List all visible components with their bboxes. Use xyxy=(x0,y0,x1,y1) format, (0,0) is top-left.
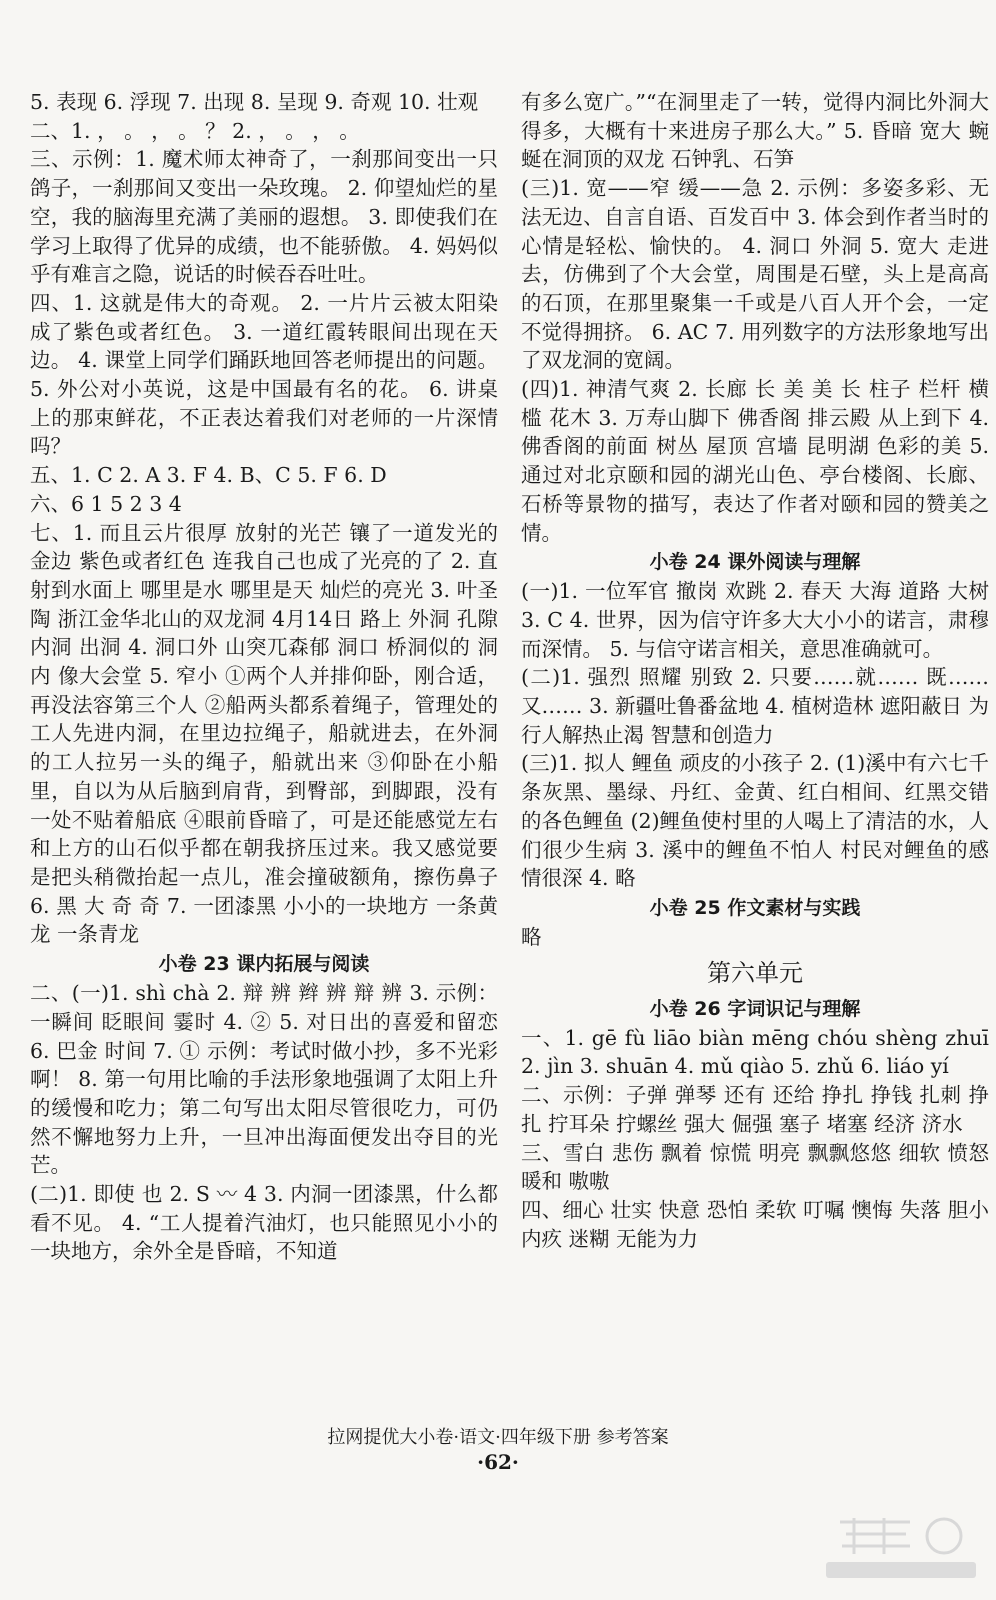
left-block-1: 二、1. ， 。 ， 。 ？ 2. ， 。 ， 。 xyxy=(30,118,360,143)
section-heading-23: 小卷 23 课内拓展与阅读 xyxy=(158,953,370,976)
right-block-11: 一、1. gē fù liāo biàn mēng chóu shèng zhuī 2. jìn 3. shuān 4. mǔ qiào 5. zhǔ 6. liáo yí xyxy=(521,1025,989,1079)
right-block-5: (二)1. 强烈 照耀 别致 2. 只要……就…… 既……又…… 3. 新疆吐鲁番盆地 4. 植树造林 遮阳蔽日 为行人解热止渴 智慧和创造力 xyxy=(521,665,989,747)
right-block-12: 二、示例：子弹 弹琴 还有 还给 挣扎 挣钱 扎刺 挣扎 拧耳朵 拧螺丝 强大 倔强 塞子 堵塞 经济 济水 xyxy=(521,1083,989,1136)
right-block-13: 三、雪白 悲伤 飘着 惊慌 明亮 飘飘悠悠 细软 愤怒 暖和 嗷嗷 xyxy=(521,1140,989,1194)
right-block-0: 有多么宽广。”“在洞里走了一转，觉得内洞比外洞大得多，大概有十来进房子那么大。” 5. 昏暗 宽大 蜿蜒在洞顶的双龙 石钟乳、石笋 xyxy=(521,90,989,172)
right-block-4: (一)1. 一位军官 撤岗 欢跳 2. 春天 大海 道路 大树 3. C 4. 世界，因为信守许多大大小小的诺言，肃穆而深情。 5. 与信守诺言相关，意思准确就可。 xyxy=(521,579,989,661)
left-block-8: 二、(一)1. shì chà 2. 辩 辨 辫 辨 辩 辨 3. 示例：一瞬间 眨眼间 霎时 4. ② 5. 对日出的喜爱和留恋 6. 巴金 时间 7. ① 示例：考试时做小抄，多不光彩啊！ 8. 第一句用比喻的手法形象地强调了太阳上升的缓慢和吃力；第二句写出太阳尽管很吃力，可仍然不懈地努力上升，一旦冲出海面便发出夺目的光芒。 xyxy=(30,981,498,1178)
watermark-logo xyxy=(826,1512,976,1582)
right-block-6: (三)1. 拟人 鲤鱼 顽皮的小孩子 2. (1)溪中有六七千条灰黑、墨绿、丹红、金黄、红白相间、红黑交错的各色鲤鱼 (2)鲤鱼使村里的人喝上了清洁的水，人们很少生病 3. 溪中的鲤鱼不怕人 村民对鲤鱼的感情很深 4. 略 xyxy=(521,751,989,891)
left-block-5: 六、6 1 5 2 3 4 xyxy=(30,491,182,516)
left-block-3: 四、1. 这就是伟大的奇观。 2. 一片片云被太阳染成了紫色或者红色。 3. 一道红霞转眼间出现在天边。 4. 课堂上同学们踊跃地回答老师提出的问题。 5. 外公对小英说，这是中国最有名的花。 6. 讲桌上的那束鲜花，不正表达着我们对老师的一片深情吗？ xyxy=(30,290,498,459)
section-heading-26: 小卷 26 字词识记与理解 xyxy=(649,997,861,1020)
right-block-14: 四、细心 壮实 快意 恐怕 柔软 叮嘱 懊悔 失落 胆小 内疚 迷糊 无能为力 xyxy=(521,1197,989,1251)
left-block-4: 五、1. C 2. A 3. F 4. B、C 5. F 6. D xyxy=(30,463,387,488)
left-column xyxy=(30,88,498,1266)
left-block-6: 七、1. 而且云片很厚 放射的光芒 镶了一道发光的金边 紫色或者红色 连我自己也成了光亮的了 2. 直射到水面上 哪里是水 哪里是天 灿烂的亮光 3. 叶圣陶 浙江金华北山的双龙洞 4月14日 路上 外洞 孔隙 内洞 出洞 4. 洞口外 山突兀森郁 洞口 桥洞似的 洞内 像大会堂 5. 窄小 ①两个人并排仰卧，刚合适，再没法容第三个人 ②船两头都系着绳子，管理处的工人先进内洞，在里边拉绳子，船就进去，在外洞的工人拉另一头的绳子，船就出来 ③仰卧在小船里，自以为从后脑到肩背，到臀部，到脚跟，没有一处不贴着船底 ④眼前昏暗了，可是还能感觉左右和上方的山石似乎都在朝我挤压过来。我又感觉要是把头稍微抬起一点儿，准会撞破额角，擦伤鼻子 6. 黑 大 奇 奇 7. 一团漆黑 小小的一块地方 一条黄龙 一条青龙 xyxy=(30,520,498,947)
left-block-2: 三、示例：1. 魔术师太神奇了，一刹那间变出一只鸽子，一刹那间又变出一朵玫瑰。 2. 仰望灿烂的星空，我的脑海里充满了美丽的遐想。 3. 即使我们在学习上取得了优异的成绩，也不能骄傲。 4. 妈妈似乎有难言之隐，说话的时候吞吞吐吐。 xyxy=(30,147,498,287)
page-footer: 拉网提优大小卷·语文·四年级下册 参考答案 xyxy=(327,1427,669,1448)
right-column xyxy=(521,88,989,1253)
section-heading-25: 小卷 25 作文素材与实践 xyxy=(649,896,861,919)
page-number: ·62· xyxy=(477,1450,519,1474)
left-block-0: 5. 表现 6. 浮现 7. 出现 8. 呈现 9. 奇观 10. 壮观 xyxy=(30,90,479,114)
section-heading-24: 小卷 24 课外阅读与理解 xyxy=(649,551,861,574)
right-block-1: (三)1. 宽——窄 缓——急 2. 示例：多姿多彩、无法无边、自言自语、百发百中 3. 体会到作者当时的心情是轻松、愉快的。 4. 洞口 外洞 5. 宽大 走进去，仿佛到了个大会堂，周围是石壁，头上是高高的石顶，在那里聚集一千或是八百人开个会，一定不觉得拥挤。 6. AC 7. 用列数字的方法形象地写出了双龙洞的宽阔。 xyxy=(521,176,989,373)
left-block-9: (二)1. 即使 也 2. S 〰 4 3. 内洞一团漆黑，什么都看不见。 4. “工人提着汽油灯，也只能照见小小的一块地方，余外全是昏暗，不知道 xyxy=(30,1182,498,1264)
unit-heading: 第六单元 xyxy=(707,958,803,987)
right-block-2: (四)1. 神清气爽 2. 长廊 长 美 美 长 柱子 栏杆 横槛 花木 3. 万寿山脚下 佛香阁 排云殿 从上到下 4. 佛香阁的前面 树丛 屋顶 宫墙 昆明湖 色彩的美 5. 通过对北京颐和园的湖光山色、亭台楼阁、长廊、石桥等景物的描写，表达了作者对颐和园的赞美之情。 xyxy=(521,377,989,545)
right-block-8: 略 xyxy=(521,924,542,949)
